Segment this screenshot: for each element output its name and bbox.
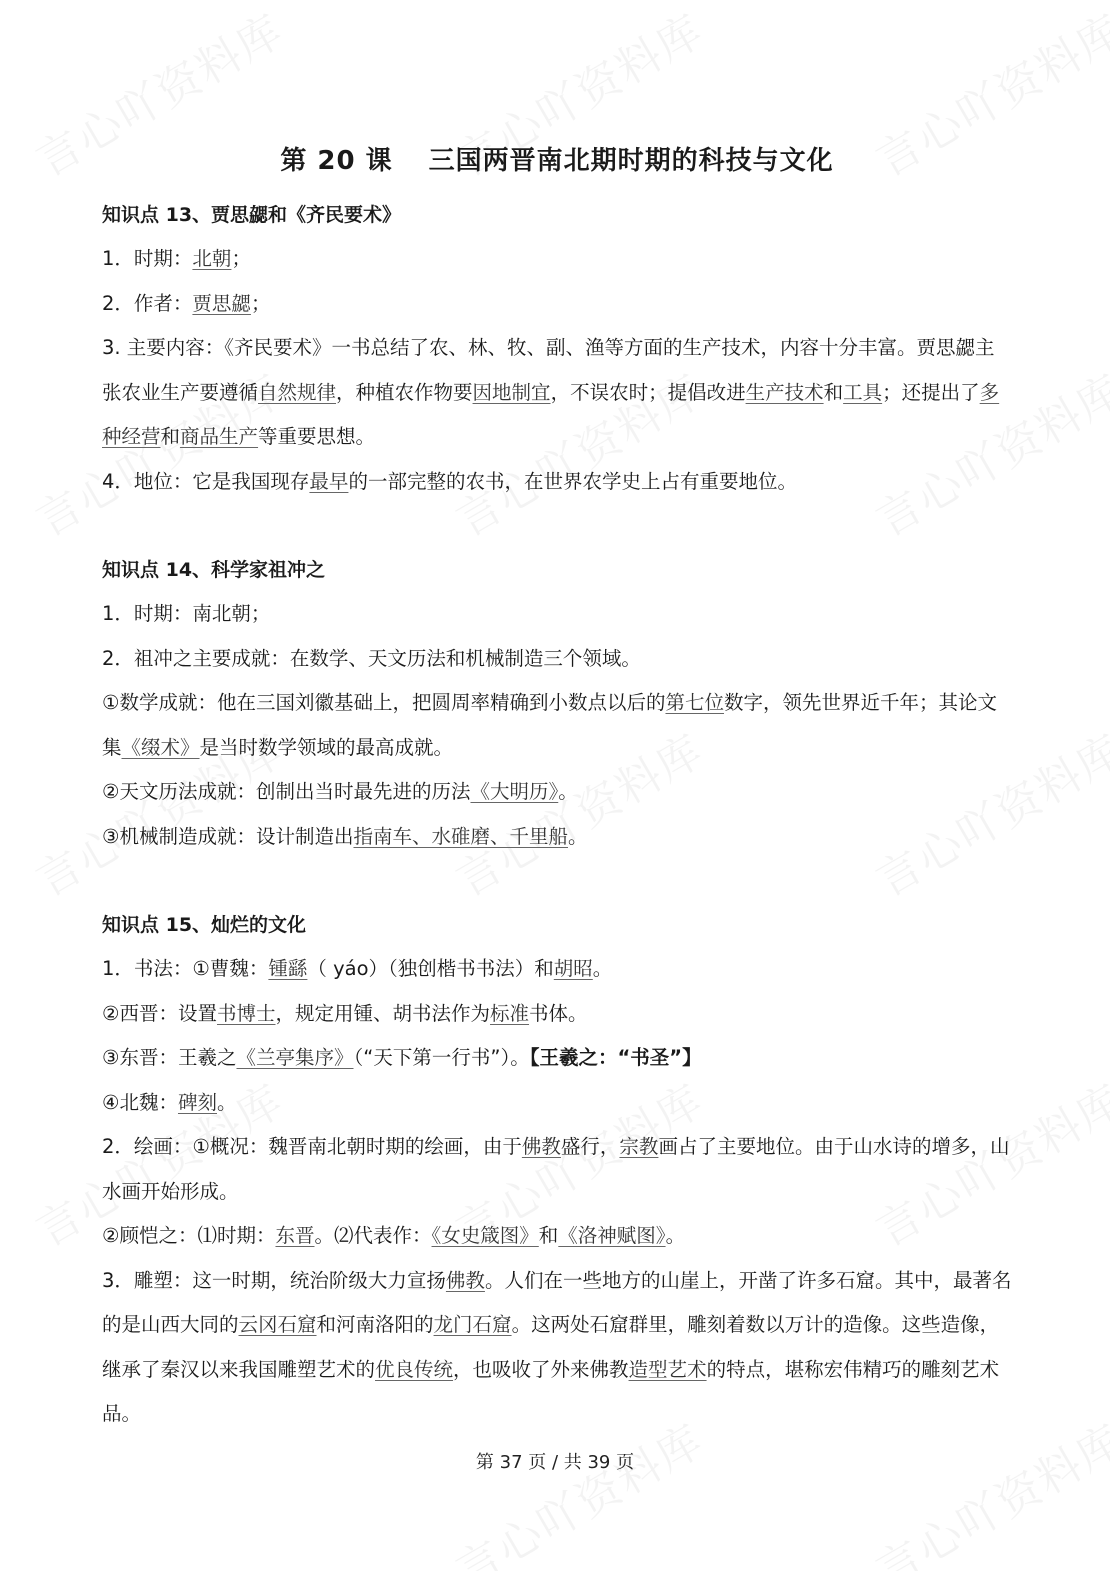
document-page <box>102 140 1012 1437</box>
paragraph <box>102 947 1012 992</box>
text-run: ； <box>231 247 251 270</box>
paragraph <box>102 815 1012 860</box>
underlined-answer: 造型艺术 <box>628 1357 707 1381</box>
text-run: 1．时期：南北朝； <box>102 602 271 625</box>
text-run: 1．书法：①曹魏： <box>102 957 269 980</box>
text-run: 4．地位：它是我国现存 <box>102 469 310 493</box>
underlined-answer: 云冈石窟 <box>238 1313 317 1336</box>
text-run: 。 <box>217 1090 237 1114</box>
text-run: ，不误农时；提倡改进 <box>550 380 746 404</box>
text-run: 【王羲之：“书圣”】 <box>529 1046 702 1069</box>
text-run: 2．绘画：①概况：魏晋南北朝时期的绘画，由于 <box>102 1135 522 1158</box>
underlined-answer: 《女史箴图》 <box>431 1224 539 1247</box>
text-run: ，种植农作物要 <box>336 380 473 404</box>
underlined-answer: 《洛神赋图》 <box>558 1224 666 1247</box>
paragraph <box>102 282 1012 327</box>
underlined-answer: 书博士 <box>216 1001 276 1025</box>
text-run: ④北魏： <box>102 1090 178 1114</box>
underlined-answer: 第七位 <box>665 691 724 714</box>
text-run: 3．雕塑：这一时期，统治阶级大力宣扬 <box>102 1268 446 1292</box>
paragraph <box>102 326 1012 460</box>
text-run: 2．作者： <box>102 291 193 315</box>
underlined-answer: 标准 <box>490 1001 530 1025</box>
underlined-answer: 《大明历》 <box>470 780 559 803</box>
underlined-answer: 《兰亭集序》 <box>236 1046 354 1069</box>
underlined-answer: 贾思勰 <box>192 291 251 315</box>
paragraph <box>102 770 1012 815</box>
underlined-answer: 自然规律 <box>258 380 337 404</box>
text-run: 画占了主要地位。由于山水诗的增多，山水画开始形成。 <box>102 1135 1010 1203</box>
text-run: 和 <box>538 1224 559 1247</box>
page-footer: 第 37 页 / 共 39 页 <box>475 1452 635 1473</box>
text-run: 数字，领先世界近千年；其论文集 <box>102 691 998 759</box>
text-run: 书体。 <box>529 1001 588 1025</box>
text-run: 。 <box>665 1224 686 1247</box>
text-run: ，规定用锺、胡书法作为 <box>275 1001 491 1025</box>
underlined-answer: 优良传统 <box>375 1357 454 1381</box>
underlined-answer: 商品生产 <box>180 425 259 448</box>
underlined-answer: 工具 <box>843 380 883 404</box>
text-run: 。⑵代表作： <box>314 1224 432 1247</box>
underlined-answer: 指南车、水碓磨、千里船 <box>353 824 568 848</box>
underlined-answer: 龙门石窟 <box>433 1313 512 1336</box>
underlined-answer: 佛教 <box>521 1135 561 1158</box>
underlined-answer: 多种经营 <box>102 380 1000 448</box>
text-run: ①数学成就：他在三国刘徽基础上，把圆周率精确到小数点以后的 <box>102 691 666 714</box>
underlined-answer: 碑刻 <box>177 1090 217 1114</box>
underlined-answer: 北朝 <box>192 247 232 270</box>
section-heading: 知识点 13、贾思勰和《齐民要术》 <box>102 204 402 226</box>
document-body <box>102 193 1012 1437</box>
text-run: 和 <box>160 425 181 448</box>
text-run: 的特点，堪称宏伟精巧的雕刻艺术品。 <box>102 1357 1000 1425</box>
text-run: 和 <box>823 380 844 404</box>
section-spacer <box>102 504 1012 548</box>
text-run: ②顾恺之：⑴时期： <box>102 1224 276 1247</box>
underlined-answer: 因地制宜 <box>472 380 551 404</box>
text-run: （“天下第一行书”）。 <box>353 1046 530 1069</box>
section-spacer <box>102 859 1012 903</box>
text-run: ；还提出了 <box>882 380 980 404</box>
paragraph <box>102 237 1012 282</box>
underlined-answer: 东晋 <box>275 1224 315 1247</box>
text-run: 盛行， <box>560 1135 620 1158</box>
text-run: 2．祖冲之主要成就：在数学、天文历法和机械制造三个领域。 <box>102 646 641 670</box>
paragraph <box>102 681 1012 770</box>
text-run: ③机械制造成就：设计制造出 <box>102 824 354 848</box>
paragraph <box>102 592 1012 637</box>
lesson-number: 第 20 课 <box>280 146 393 176</box>
paragraph <box>102 637 1012 682</box>
paragraph <box>102 1036 1012 1081</box>
underlined-answer: 《缀术》 <box>121 735 200 759</box>
underlined-answer: 胡昭 <box>553 957 593 980</box>
page-title <box>102 140 1012 177</box>
text-run: ，也吸收了外来佛教 <box>453 1357 629 1381</box>
underlined-answer: 生产技术 <box>745 380 824 404</box>
underlined-answer: 宗教 <box>619 1135 659 1158</box>
paragraph <box>102 1259 1012 1437</box>
text-run: 3. 主要内容：《齐民要术》一书总结了农、林、牧、副、渔等方面的生产技术，内容十分丰富。贾思勰主张农业生产要遵循 <box>102 336 995 404</box>
text-run: 。人们在一些地方的山崖上，开凿了许多石窟。其中，最著名的是山西大同的 <box>102 1268 1012 1336</box>
paragraph <box>102 1081 1012 1126</box>
text-run: 。这两处石窟群里，雕刻着数以万计的造像。这些造像，继承了秦汉以来我国雕塑艺术的 <box>102 1313 1000 1381</box>
text-run: ； <box>250 291 271 315</box>
text-run: 。 <box>568 824 588 848</box>
underlined-answer: 锺繇 <box>268 957 308 980</box>
text-run: ③东晋：王羲之 <box>102 1046 237 1069</box>
underlined-answer: 最早 <box>309 469 349 493</box>
text-run: （ yáo）（独创楷书书法）和 <box>307 957 554 980</box>
paragraph <box>102 1125 1012 1214</box>
text-run: 和河南洛阳的 <box>316 1313 434 1336</box>
text-run: 1．时期： <box>102 247 193 270</box>
paragraph <box>102 460 1012 505</box>
text-run: ②天文历法成就：创制出当时最先进的历法 <box>102 780 471 803</box>
paragraph <box>102 992 1012 1037</box>
text-run: ②西晋：设置 <box>102 1001 217 1025</box>
text-run: 是当时数学领域的最高成就。 <box>199 735 454 759</box>
paragraph <box>102 1214 1012 1259</box>
underlined-answer: 佛教 <box>445 1268 485 1292</box>
lesson-name: 三国两晋南北期时期的科技与文化 <box>428 146 834 176</box>
text-run: 的一部完整的农书，在世界农学史上占有重要地位。 <box>348 469 797 493</box>
text-run: 等重要思想。 <box>258 425 376 448</box>
text-run: 。 <box>558 780 578 803</box>
section-heading: 知识点 15、灿烂的文化 <box>102 914 307 936</box>
section-heading: 知识点 14、科学家祖冲之 <box>102 559 326 581</box>
text-run: 。 <box>592 957 613 980</box>
